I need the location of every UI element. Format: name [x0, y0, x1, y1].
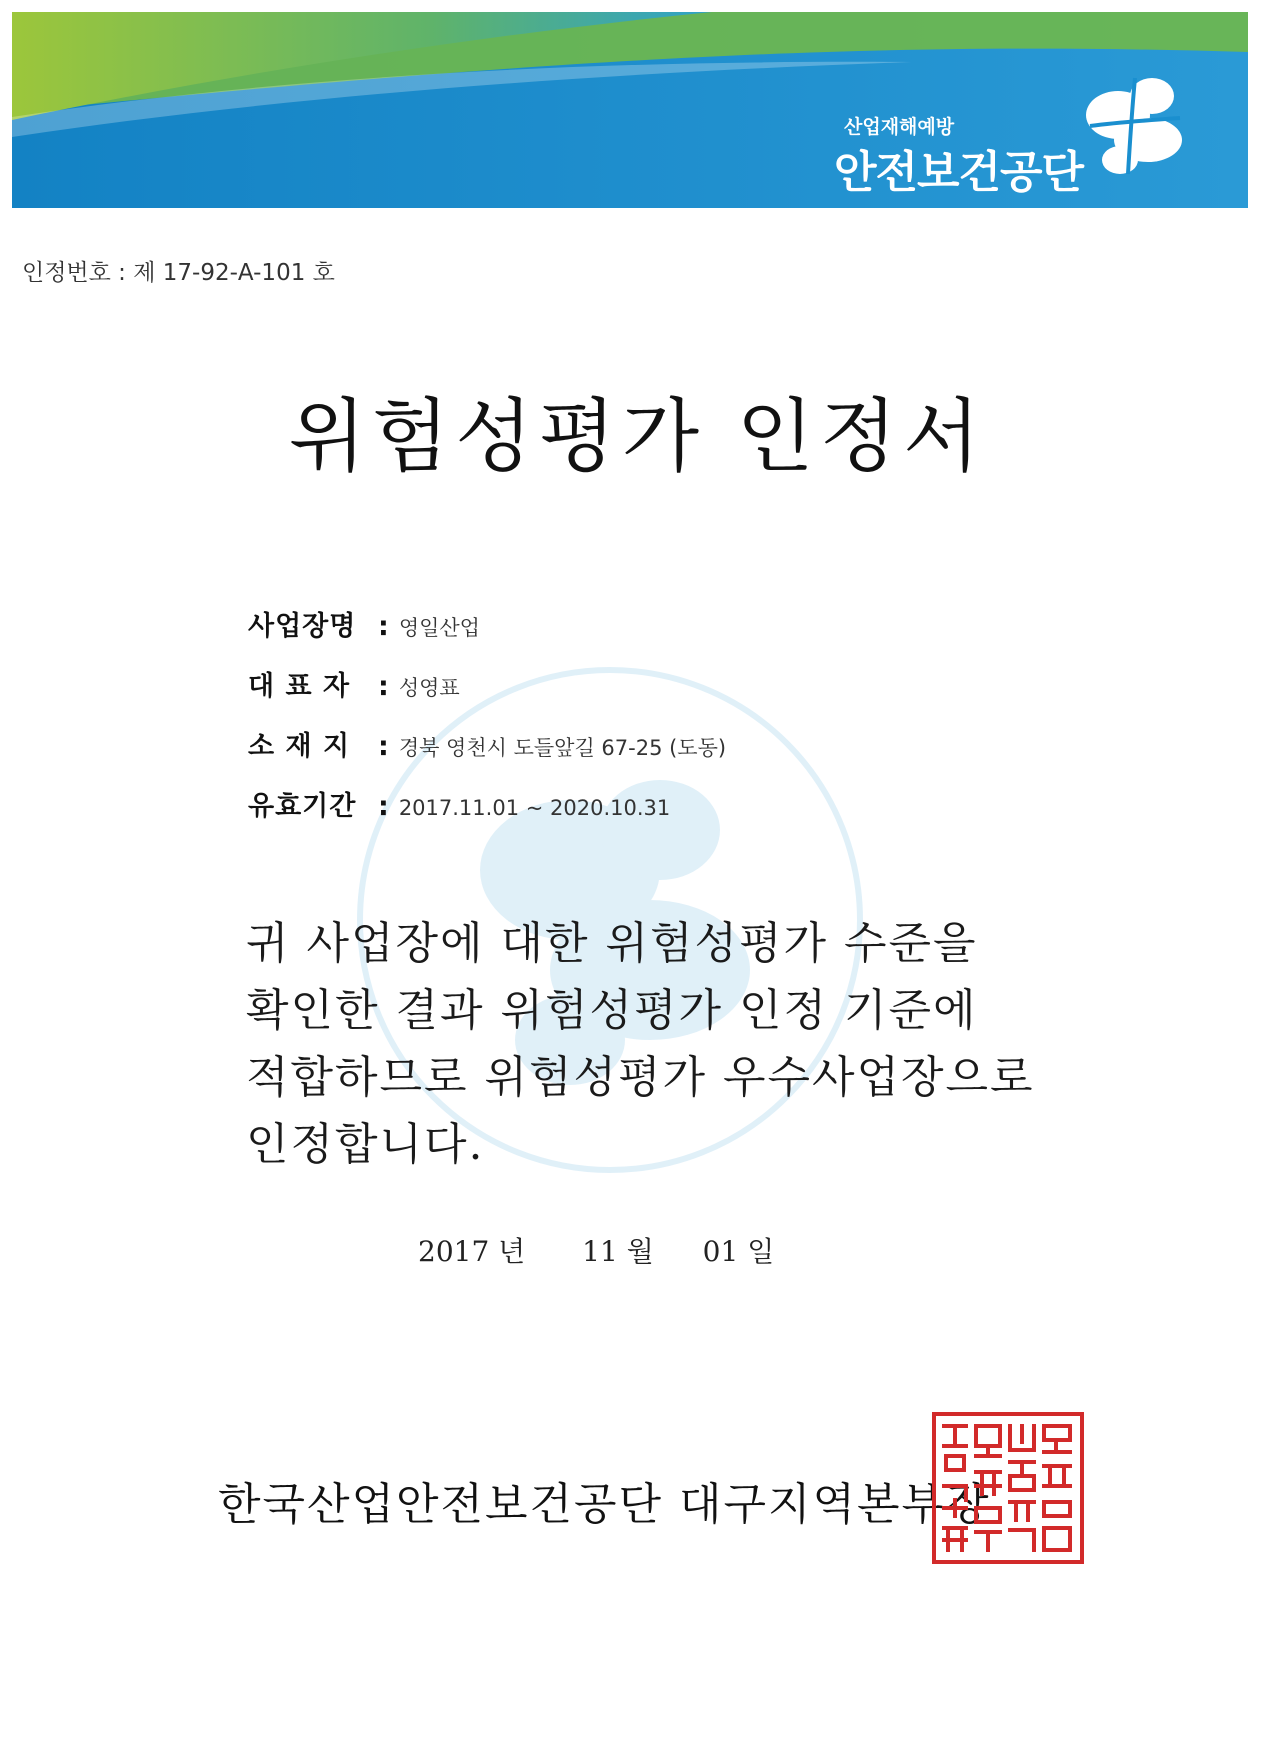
org-subtitle: 산업재해예방: [844, 116, 955, 138]
date-month: 11: [582, 1235, 618, 1268]
date-year: 2017: [418, 1235, 490, 1268]
body-line: 적합하므로 위험성평가 우수사업장으로: [246, 1052, 1035, 1103]
kosha-logo-icon: [1080, 70, 1190, 180]
date-day-unit: 일: [747, 1235, 775, 1268]
field-label: 사업장명: [248, 611, 357, 642]
official-seal-stamp: [932, 1412, 1084, 1564]
date-month-unit: 월: [626, 1235, 654, 1268]
field-colon: :: [378, 611, 389, 642]
issuer-name: 한국산업안전보건공단 대구지역본부장: [218, 1479, 991, 1530]
page-title: 위험성평가 인정서: [288, 390, 987, 483]
certificate-body: [246, 910, 1046, 1178]
seal-icon: [936, 1416, 1080, 1560]
field-value: 성영표: [398, 676, 460, 700]
date-year-unit: 년: [498, 1235, 526, 1268]
field-value: 2017.11.01 ~ 2020.10.31: [398, 796, 671, 820]
body-line: 인정합니다.: [246, 1119, 485, 1170]
header-banner: [12, 12, 1248, 208]
date-day: 01: [702, 1235, 739, 1268]
issue-date: [418, 1230, 774, 1270]
field-colon: :: [378, 671, 389, 702]
field-label: 대 표 자: [248, 671, 351, 702]
field-representative: [248, 664, 460, 703]
body-line: 확인한 결과 위험성평가 인정 기준에: [246, 985, 978, 1036]
field-value: 영일산업: [398, 616, 480, 640]
field-value: 경북 영천시 도들앞길 67-25 (도동): [398, 736, 727, 760]
field-validity-period: [248, 784, 670, 823]
field-label: 소 재 지: [248, 731, 351, 762]
org-name: 안전보건공단: [834, 147, 1084, 198]
field-label: 유효기간: [248, 791, 357, 822]
field-address: [248, 724, 726, 763]
certificate-number: 인정번호 : 제 17-92-A-101 호: [22, 260, 335, 286]
body-line: 귀 사업장에 대한 위험성평가 수준을: [246, 918, 978, 969]
field-colon: :: [378, 731, 389, 762]
field-business-name: [248, 604, 480, 643]
field-colon: :: [378, 791, 389, 822]
